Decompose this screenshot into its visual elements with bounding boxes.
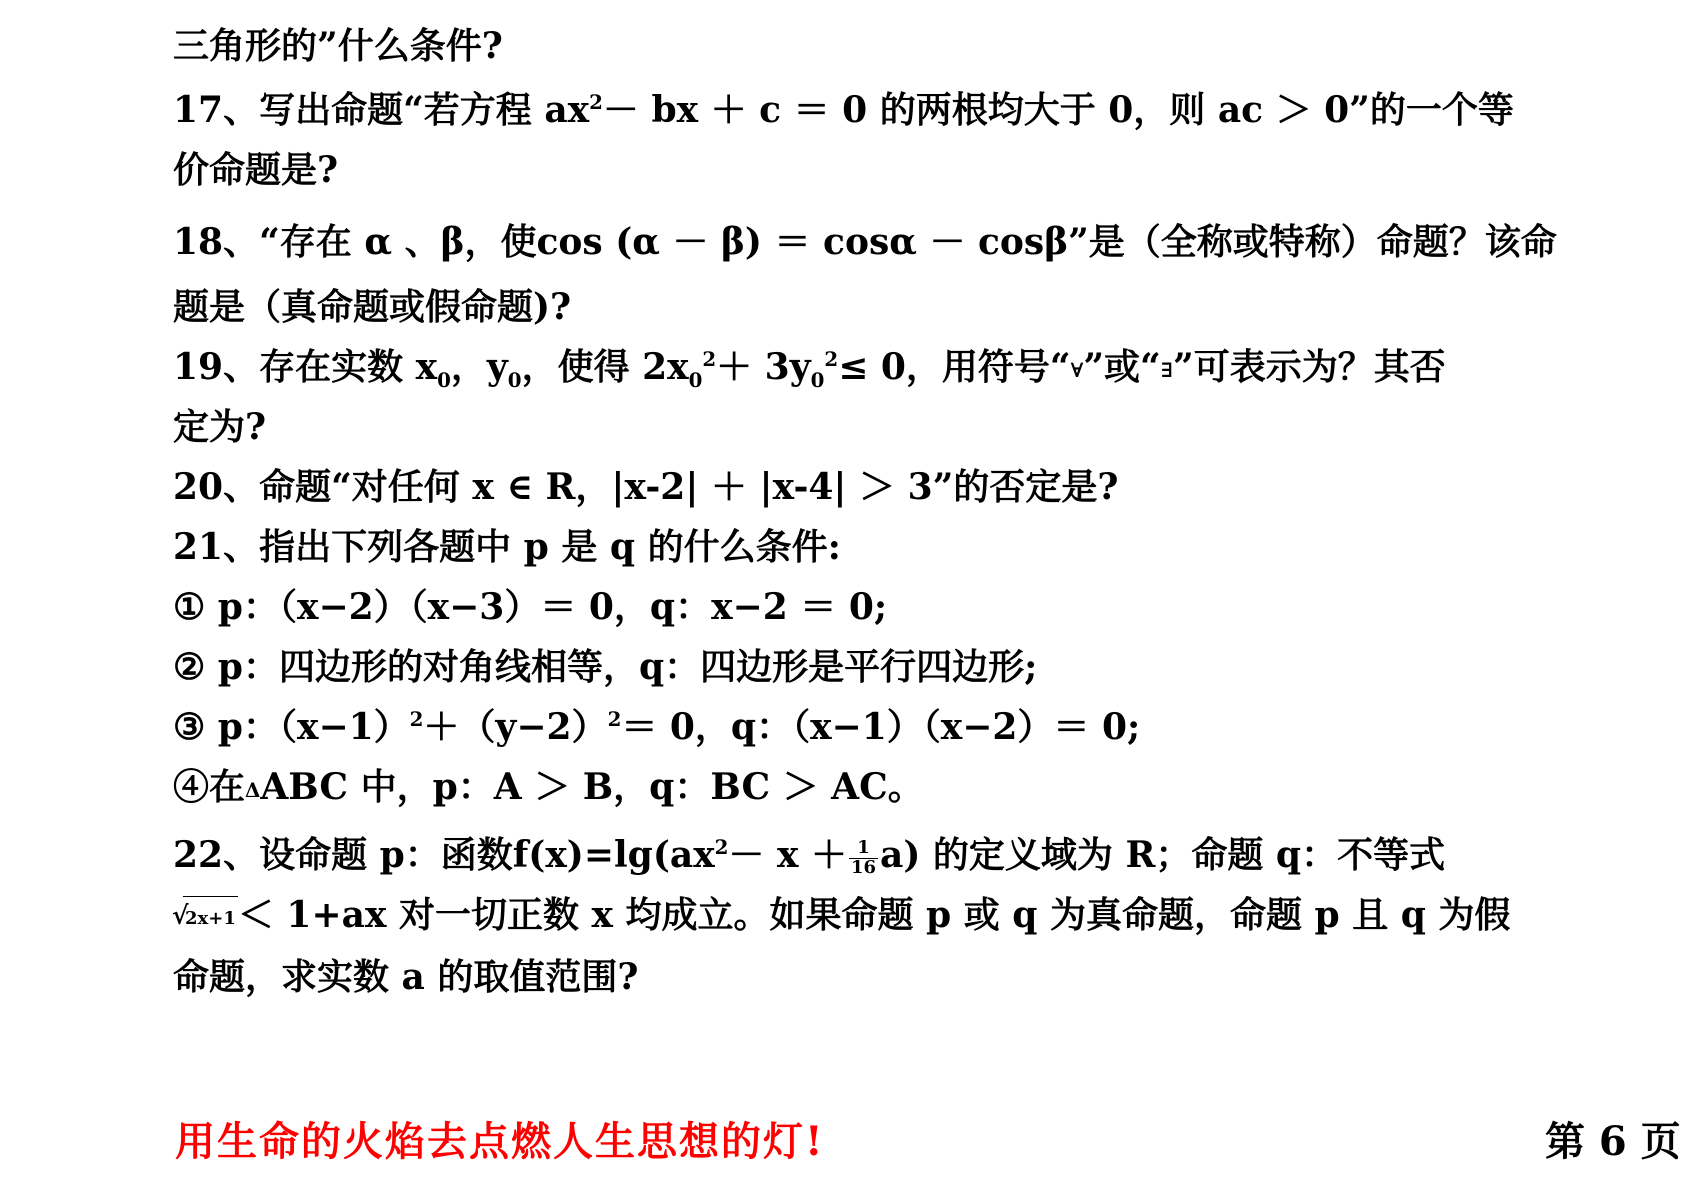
question-18-line-1: 18、“存在 α 、β，使cos (α － β) ＝ cosα － cosβ”是（全称或特称）命题？该命 [173,221,1557,263]
forall-symbol: ∀ [1070,358,1084,382]
fraction-numerator: 1 [849,839,878,859]
q19-text-e: ≤ 0，用符号“ [838,346,1071,388]
page-number: 第 6 页 [1545,1118,1681,1165]
question-21-item-2: ② p：四边形的对角线相等，q：四边形是平行四边形; [173,646,1038,688]
footer-slogan: 用生命的火焰去点燃人生思想的灯! [175,1118,825,1165]
question-21-item-4 [173,765,924,812]
question-18-line-2: 题是（真命题或假命题)? [173,286,572,328]
q17-exponent: 2 [589,90,603,114]
q19-text-c: ，使得 2x [521,346,689,388]
question-21-item-1: ① p：（x−2）（x−3）＝ 0，q：x−2 ＝ 0; [173,586,888,628]
q19-text-f: ”或“ [1083,346,1161,388]
exists-symbol: ∃ [1160,358,1174,382]
q19-sub-2: 0 [507,368,522,393]
q21-4-text-b: ABC 中，p：A ＞ B，q：BC ＞ AC。 [260,766,924,808]
q22-text-d: ＜ 1+ax 对一切正数 x 均成立。如果命题 p 或 q 为真命题，命题 p 且 q 为假 [237,894,1511,936]
q19-sub-1: 0 [437,368,451,393]
question-22-line-2 [173,893,1510,941]
q21-3-sup-2: 2 [607,707,622,731]
q17-text-b: － bx ＋ c ＝ 0 的两根均大于 0，则 ac ＞ 0”的一个等 [602,89,1514,131]
q21-3-text-b: ＋（y−2） [423,706,608,748]
question-19-line-2: 定为? [173,406,267,448]
question-17-line-1 [173,88,1514,132]
question-19-line-1 [173,345,1446,392]
q21-3-text-a: ③ p：（x−1） [173,706,410,748]
question-20: 20、命题“对任何 x ∈ R，|x-2| ＋ |x-4| ＞ 3”的否定是? [173,466,1119,508]
question-22-line-3: 命题，求实数 a 的取值范围? [173,956,639,998]
question-21-item-3 [173,705,1140,749]
question-22-line-1 [173,833,1445,877]
q21-4-text-a: ④在 [173,766,246,808]
fraction-denominator: 16 [850,856,877,878]
q19-sup-4: 2 [824,347,839,371]
q19-sub-3: 0 [688,368,703,393]
q19-sub-4: 0 [810,368,825,393]
q19-text-d: ＋ 3y [716,346,811,388]
q19-text-a: 19、存在实数 x [173,346,438,388]
q17-text-a: 17、写出命题“若方程 ax [173,89,590,131]
question-21: 21、指出下列各题中 p 是 q 的什么条件: [173,526,841,568]
q22-exponent: 2 [714,835,729,859]
question-17-line-2: 价命题是? [173,149,339,191]
square-root-expression: √ 2x+1 [183,896,238,941]
q19-sup-3: 2 [702,347,717,371]
q22-text-a: 22、设命题 p：函数f(x)=lg(ax [173,834,715,876]
q19-text-g: ”可表示为？其否 [1173,346,1446,388]
q21-3-text-c: ＝ 0，q：（x−1）（x−2）＝ 0; [621,706,1141,748]
q22-text-b: － x ＋ [728,834,847,876]
q22-text-c: a) 的定义域为 R；命题 q：不等式 [880,834,1446,876]
triangle-symbol: Δ [245,778,261,802]
q19-text-b: ，y [450,346,508,388]
text-line-16-end: 三角形的”什么条件? [173,25,503,67]
q21-3-sup-1: 2 [409,707,424,731]
fraction-one-sixteenth [849,836,878,878]
